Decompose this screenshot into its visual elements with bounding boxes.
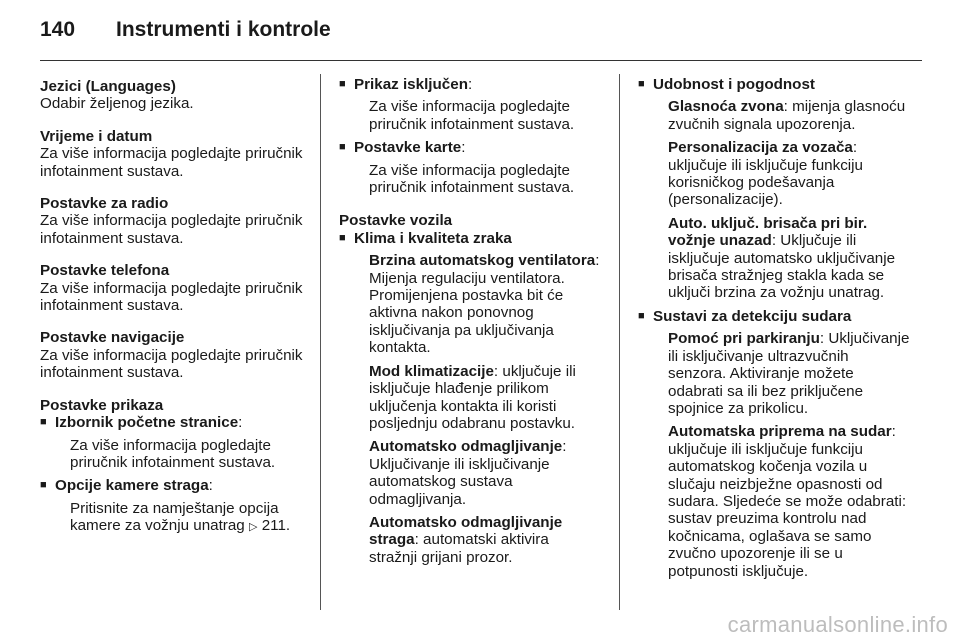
term: Auto. uključ. brisača pri bir. vožnje unazad — [668, 214, 868, 250]
column-2 — [339, 76, 601, 581]
bullet-head: Sustavi za detekciju sudara — [653, 307, 852, 325]
page-title: Instrumenti i kontrole — [116, 18, 331, 41]
term-text: automatski aktivira stražnji grijani prozor. — [369, 531, 549, 566]
bullet-head: Prikaz isključen — [354, 76, 468, 93]
bullet-text — [55, 500, 312, 536]
term: Pomoć pri parkiranju — [668, 330, 820, 348]
section-title: Postavke vozila — [339, 212, 453, 230]
term-text: Uključivanje ili isključivanje ultrazvučnih senzora. Aktiviranje možete odabrati sa ili bez priključene spojnice za prikolicu. — [668, 330, 910, 417]
column-divider-1 — [320, 74, 321, 610]
page-number: 140 — [40, 18, 76, 41]
term: Glasnoća zvona — [668, 98, 784, 116]
bullet-map-settings: ■ Postavke karte: Za više informacija pogledajte priručnik infotainment sustava. — [339, 139, 601, 196]
section-vehicle-settings — [339, 212, 601, 566]
section-title: Postavke navigacije — [40, 329, 185, 347]
bullet-text-body: Pritisnite za namještanje opcija kamere za vožnju unatrag — [70, 499, 279, 535]
bullet-display-off: ■ Prikaz isključen: Za više informacija pogledajte priručnik infotainment sustava. — [339, 76, 601, 133]
page-reference-icon: ▷ — [249, 520, 258, 534]
bullet-text: Za više informacija pogledajte priručnik infotainment sustava. — [70, 436, 276, 471]
page-header — [40, 18, 331, 42]
term-text: Mijenja regulaciju ventilatora. Promijenjena postavka bit će aktivna nakon ponovnog isključivanja pa uključivanja kontakta. — [369, 269, 565, 357]
para-fan-speed: Brzina automatskog ventilatora: Mijenja regulaciju ventilatora. Promijenjena postavka bit će aktivna nakon ponovnog isključivanja pa uključivanja kontakta. — [369, 252, 600, 357]
bullet-body — [653, 98, 910, 301]
bullet-head: Izbornik početne stranice — [55, 414, 239, 432]
term: Brzina automatskog ventilatora — [369, 252, 596, 270]
section-title: Vrijeme i datum — [40, 127, 153, 145]
section-text: Za više informacija pogledajte priručnik infotainment sustava. — [40, 212, 303, 247]
bullet-collision — [638, 308, 910, 580]
para-auto-rear-defog: Automatsko odmagljivanje straga: automatski aktivira stražnji grijani prozor. — [369, 513, 563, 566]
bullet-text: Za više informacija pogledajte priručnik infotainment sustava. — [369, 161, 575, 197]
page-reference: 211. — [261, 517, 291, 535]
section-title: Postavke prikaza — [40, 396, 164, 414]
bullet-head: Udobnost i pogodnost — [653, 76, 815, 93]
bullet-rear-camera: ■ Opcije kamere straga: Pritisnite za namještanje opcija kamere za vožnju unatrag ▷ 211. — [40, 477, 312, 535]
column-divider-2 — [619, 74, 620, 610]
section-navigation — [40, 329, 312, 381]
term-text: Uključuje ili isključuje automatsko uključivanje brisača stražnjeg stakla kada se uključi brzina za vožnju unatrag. — [668, 232, 896, 302]
para-rear-wiper: Auto. uključ. brisača pri bir. vožnje unazad: Uključuje ili isključuje automatsko uključivanje brisača stražnjeg stakla kada se uključi brzina za vožnju unatrag. — [668, 214, 896, 302]
term-text: mijenja glasnoću zvučnih signala upozorenja. — [668, 98, 906, 133]
para-auto-defog: Automatsko odmagljivanje: Uključivanje ili isključivanje automatskog sustava odmagljivanja. — [369, 438, 567, 508]
section-text: Za više informacija pogledajte priručnik infotainment sustava. — [40, 279, 303, 315]
para-personalization: Personalizacija za vozača: uključuje ili isključuje funkciju korisničkog podešavanja (personalizacije). — [668, 139, 863, 209]
section-display — [40, 397, 312, 536]
section-text: Za više informacija pogledajte priručnik infotainment sustava. — [40, 346, 303, 382]
section-languages — [40, 78, 312, 113]
bullet-head: Opcije kamere straga — [55, 477, 209, 495]
bullet-body — [354, 252, 601, 566]
term-text: uključuje ili isključuje funkciju korisničkog podešavanja (personalizacije). — [668, 156, 863, 209]
section-radio — [40, 195, 312, 247]
section-text: Za više informacija pogledajte priručnik infotainment sustava. — [40, 145, 303, 180]
column-1 — [40, 78, 312, 551]
term-text: Uključivanje ili isključivanje automatskog sustava odmagljivanja. — [369, 455, 550, 508]
bullet-head: Postavke karte — [354, 139, 462, 157]
term: Personalizacija za vozača — [668, 139, 853, 157]
bullet-body — [653, 330, 910, 580]
section-time-date — [40, 128, 312, 180]
term: Automatsko odmagljivanje — [369, 438, 563, 456]
bullet-head: Klima i kvaliteta zraka — [354, 229, 512, 247]
section-title: Postavke za radio — [40, 195, 169, 213]
section-title: Postavke telefona — [40, 262, 170, 280]
watermark: carmanualsonline.info — [727, 612, 948, 637]
header-rule — [40, 60, 922, 61]
section-title: Jezici (Languages) — [40, 78, 176, 95]
term: Mod klimatizacije — [369, 362, 494, 380]
para-climate-mode: Mod klimatizacije: uključuje ili isključuje hlađenje prilikom uključenja kontakta ili koristi posljednju odabranu postavku. — [369, 362, 576, 432]
bullet-climate — [339, 230, 601, 566]
term: Automatsko odmagljivanje straga — [369, 513, 563, 549]
term-text: uključuje ili isključuje funkciju automatskog kočenja vozila u slučaju neizbježne opasnosti od sudara. Sljedeće se može odabrati: sustav preuzima kontrolu nad kočnicama, oglašava se samo zvučno upozorenje ili se u potpunosti isključuje. — [668, 440, 907, 580]
section-phone — [40, 262, 312, 314]
column-3 — [638, 76, 910, 586]
bullet-comfort — [638, 76, 910, 302]
para-park-assist: Pomoć pri parkiranju: Uključivanje ili isključivanje ultrazvučnih senzora. Aktiviranje možete odabrati sa ili bez priključene spojnice za prikolicu. — [668, 330, 910, 417]
para-collision-prep: Automatska priprema na sudar: uključuje ili isključuje funkciju automatskog kočenja vozila u slučaju neizbježne opasnosti od sudara. Sljedeće se može odabrati: sustav preuzima kontrolu nad kočnicama, oglašava se samo zvučno upozorenje ili se u potpunosti isključuje. — [668, 423, 907, 580]
term: Automatska priprema na sudar — [668, 423, 892, 441]
bullet-home-menu: ■ Izbornik početne stranice: Za više informacija pogledajte priručnik infotainment sustava. — [40, 414, 312, 471]
para-chime-volume: Glasnoća zvona: mijenja glasnoću zvučnih signala upozorenja. — [668, 98, 906, 133]
bullet-text: Za više informacija pogledajte priručnik infotainment sustava. — [369, 98, 575, 133]
term-text: uključuje ili isključuje hlađenje prilikom uključenja kontakta ili koristi posljednju odabranu postavku. — [369, 362, 576, 432]
section-text: Odabir željenog jezika. — [40, 95, 194, 113]
